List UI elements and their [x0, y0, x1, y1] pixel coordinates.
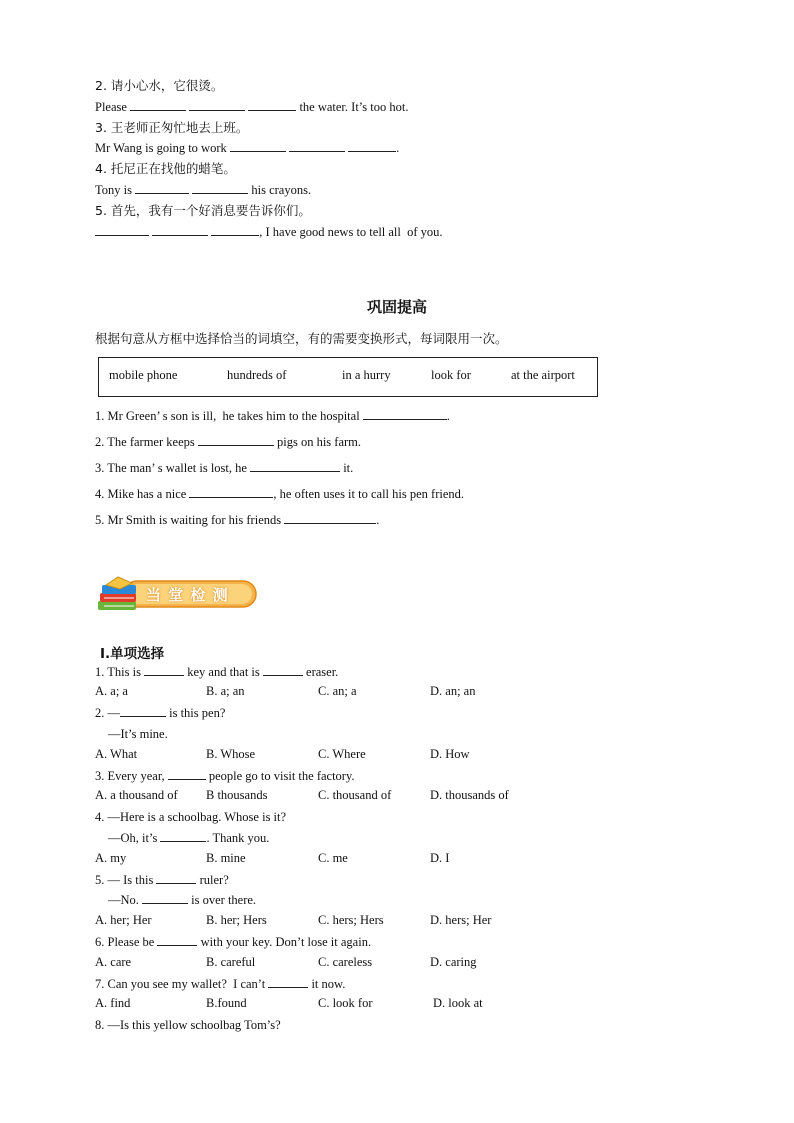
- blank[interactable]: [168, 768, 206, 780]
- section-banner: [96, 575, 258, 615]
- blank[interactable]: [250, 460, 340, 472]
- p2-q5: 5. Mr Smith is waiting for his friends .: [95, 513, 380, 527]
- blank[interactable]: [157, 934, 197, 946]
- option-b[interactable]: B. Whose: [206, 747, 256, 761]
- option-d[interactable]: D. hers; Her: [430, 913, 492, 927]
- q4-chinese: 4. 托尼正在找他的蜡笔。: [95, 161, 236, 176]
- option-b[interactable]: B. a; an: [206, 684, 245, 698]
- word-box: [98, 357, 598, 397]
- blank[interactable]: [268, 976, 308, 988]
- mc-q2-reply: —It’s mine.: [108, 727, 168, 741]
- blank[interactable]: [144, 664, 184, 676]
- mc-q6: 6. Please be with your key. Don’t lose it again.: [95, 935, 372, 949]
- blank[interactable]: [348, 140, 396, 152]
- p2-q4: 4. Mike has a nice , he often uses it to call his pen friend.: [95, 487, 464, 501]
- option-c[interactable]: C. hers; Hers: [318, 913, 384, 927]
- blank[interactable]: [160, 830, 206, 842]
- p2-q1: 1. Mr Green’ s son is ill, he takes him to the hospital .: [95, 409, 450, 423]
- blank[interactable]: [156, 872, 196, 884]
- option-d[interactable]: D. an; an: [430, 684, 476, 698]
- instruction: 根据句意从方框中选择恰当的词填空，有的需要变换形式，每词限用一次。: [95, 331, 508, 346]
- mc-q7: 7. Can you see my wallet? I can’t it now.: [95, 977, 346, 991]
- option-b[interactable]: B. her; Hers: [206, 913, 267, 927]
- blank[interactable]: [198, 434, 274, 446]
- option-a[interactable]: A. my: [95, 851, 127, 865]
- word-option: in a hurry: [342, 368, 391, 382]
- option-b[interactable]: B. mine: [206, 851, 246, 865]
- p2-q3: 3. The man’ s wallet is lost, he it.: [95, 461, 354, 475]
- blank[interactable]: [130, 99, 186, 111]
- option-a[interactable]: A. find: [95, 996, 131, 1010]
- option-c[interactable]: C. look for: [318, 996, 373, 1010]
- blank[interactable]: [189, 99, 245, 111]
- blank[interactable]: [284, 512, 376, 524]
- mc-q8: 8. —Is this yellow schoolbag Tom’s?: [95, 1018, 281, 1032]
- blank[interactable]: [120, 705, 166, 717]
- blank[interactable]: [230, 140, 286, 152]
- option-c[interactable]: C. thousand of: [318, 788, 392, 802]
- option-b[interactable]: B.found: [206, 996, 247, 1010]
- option-d[interactable]: D. caring: [430, 955, 477, 969]
- blank[interactable]: [248, 99, 296, 111]
- q5-chinese: 5. 首先，我有一个好消息要告诉你们。: [95, 203, 311, 218]
- q3-english: Mr Wang is going to work .: [95, 141, 400, 155]
- mc-q4: 4. —Here is a schoolbag. Whose is it?: [95, 810, 287, 824]
- option-d[interactable]: D. How: [430, 747, 470, 761]
- option-c[interactable]: C. Where: [318, 747, 366, 761]
- option-b[interactable]: B. careful: [206, 955, 256, 969]
- option-d[interactable]: D. thousands of: [430, 788, 509, 802]
- mc-q5: 5. — Is this ruler?: [95, 873, 229, 887]
- q2-chinese: 2. 请小心水，它很烫。: [95, 78, 224, 93]
- option-c[interactable]: C. an; a: [318, 684, 357, 698]
- blank[interactable]: [263, 664, 303, 676]
- p2-q2: 2. The farmer keeps pigs on his farm.: [95, 435, 362, 449]
- blank[interactable]: [289, 140, 345, 152]
- blank[interactable]: [363, 408, 447, 420]
- word-option: at the airport: [511, 368, 575, 382]
- option-c[interactable]: C. careless: [318, 955, 373, 969]
- blank[interactable]: [135, 182, 189, 194]
- word-option: mobile phone: [109, 368, 178, 382]
- option-a[interactable]: A. her; Her: [95, 913, 152, 927]
- option-a[interactable]: A. a thousand of: [95, 788, 178, 802]
- blank[interactable]: [189, 486, 273, 498]
- section-heading: Ⅰ.单项选择: [100, 646, 165, 662]
- option-a[interactable]: A. a; a: [95, 684, 128, 698]
- mc-q5-reply: —No. is over there.: [108, 893, 257, 907]
- mc-q3: 3. Every year, people go to visit the factory.: [95, 769, 355, 783]
- blank[interactable]: [192, 182, 248, 194]
- option-a[interactable]: A. What: [95, 747, 138, 761]
- section-title: 巩固提高: [366, 298, 427, 316]
- mc-q4-reply: —Oh, it’s . Thank you.: [108, 831, 270, 845]
- mc-q2: 2. — is this pen?: [95, 706, 226, 720]
- q4-english: Tony is his crayons.: [95, 183, 312, 197]
- blank[interactable]: [152, 224, 208, 236]
- banner-label: 当 堂 检 测: [146, 586, 229, 604]
- q2-english: Please the water. It’s too hot.: [95, 100, 409, 114]
- option-a[interactable]: A. care: [95, 955, 132, 969]
- blank[interactable]: [142, 892, 188, 904]
- q5-english: , I have good news to tell all of you.: [95, 224, 443, 240]
- blank[interactable]: [95, 224, 149, 236]
- q3-chinese: 3. 王老师正匆忙地去上班。: [95, 120, 249, 135]
- blank[interactable]: [211, 224, 259, 236]
- option-d[interactable]: D. look at: [433, 996, 483, 1010]
- option-c[interactable]: C. me: [318, 851, 348, 865]
- word-option: hundreds of: [227, 368, 287, 382]
- option-b[interactable]: B thousands: [206, 788, 268, 802]
- word-option: look for: [431, 368, 471, 382]
- mc-q1: 1. This is key and that is eraser.: [95, 665, 339, 679]
- option-d[interactable]: D. I: [430, 851, 450, 865]
